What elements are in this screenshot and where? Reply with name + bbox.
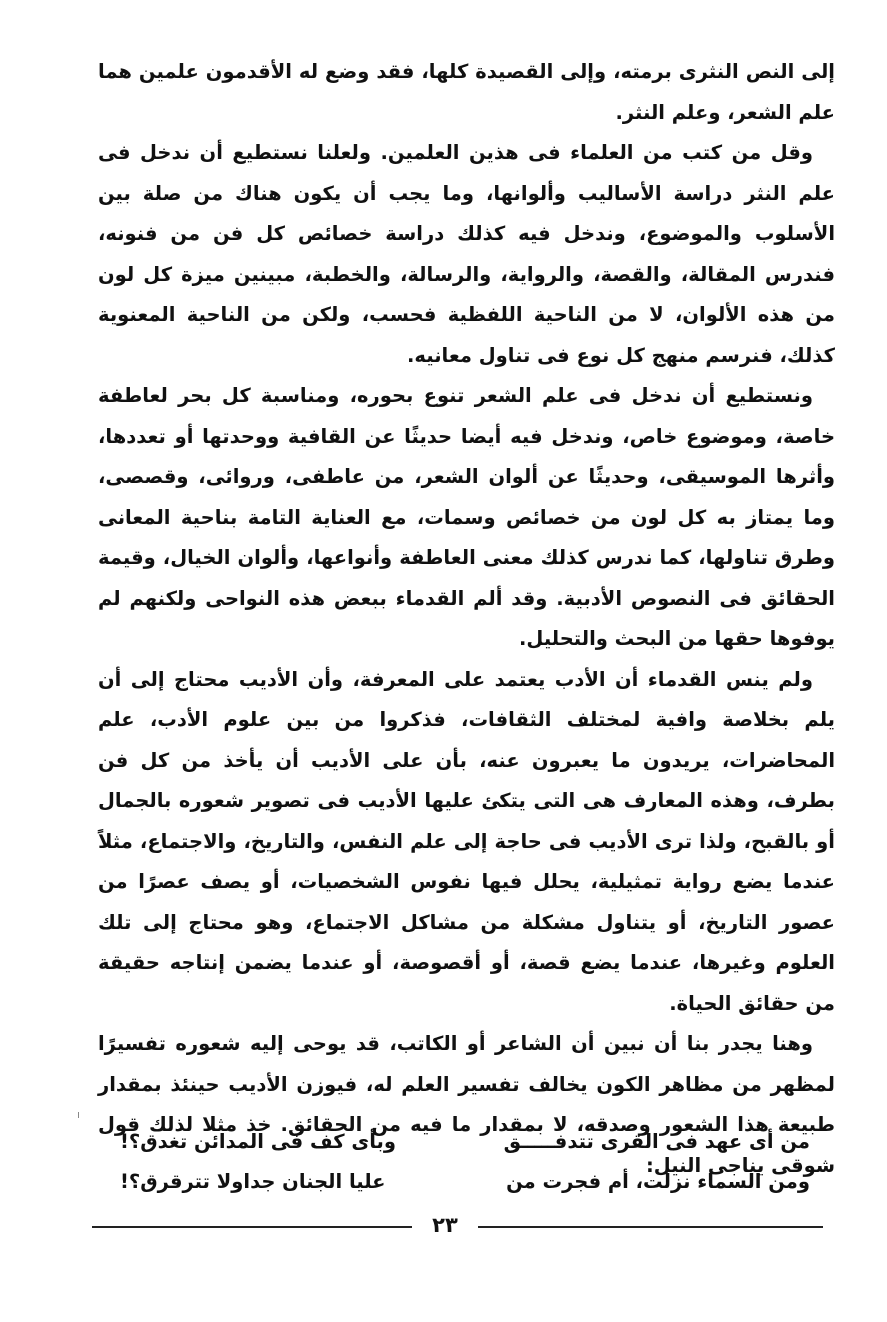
verse-second-hemistich: وبأى كف فى المدائن تغدق؟! xyxy=(120,1130,396,1153)
paragraph-1: إلى النص النثرى برمته، وإلى القصيدة كلها، فقد وضع له الأقدمون علمين هما علم الشعر، وعلم النثر. xyxy=(98,60,835,124)
poem-verses xyxy=(120,1122,810,1202)
body-text xyxy=(98,52,835,1186)
verse-line xyxy=(120,1122,810,1162)
verse-first-hemistich: ومن السماء نزلت، أم فجرت من xyxy=(506,1170,810,1193)
page-number: ٢٣ xyxy=(432,1213,458,1237)
margin-mark xyxy=(78,1112,79,1118)
paragraph-4: ولم ينس القدماء أن الأدب يعتمد على المعرفة، وأن الأديب محتاج إلى أن يلم بخلاصة وافية لمختلف الثقافات، فذكروا من بين علوم الأدب، علم المحاضرات، يريدون ما يعبرون عنه، بأن على الأديب أن يأخذ من كل فن بطرف، وهذه المعارف هى التى يتكئ عليها الأديب فى تصوير شعوره بالجمال أو بالقبح، ولذا ترى الأديب فى حاجة إلى علم النفس، والتاريخ، والاجتماع، مثلاً عندما يضع رواية تمثيلية، يحلل فيها نفوس الشخصيات، أو يصف عصرًا من عصور التاريخ، أو يتناول مشكلة من مشاكل الاجتماع، وهو محتاج إلى تلك العلوم وغيرها، عندما يضع قصة، أو أقصوصة، أو عندما يضمن إنتاجه حقيقة من حقائق الحياة. xyxy=(98,667,835,1015)
verse-second-hemistich: عليا الجنان جداولا تترقرق؟! xyxy=(120,1170,386,1193)
paragraph-3: ونستطيع أن ندخل فى علم الشعر تنوع بحوره، ومناسبة كل بحر لعاطفة خاصة، وموضوع خاص، وندخل فيه أيضا حديثًا عن القافية ووحدتها أو تعددها، وأثرها الموسيقى، وحديثًا عن ألوان الشعر، من عاطفى، وروائى، وقصصى، وما يمتاز به كل لون من خصائص وسمات، مع العناية التامة بناحية المعانى وطرق تناولها، كما ندرس كذلك معنى العاطفة وأنواعها، وألوان الخيال، وقيمة الحقائق فى النصوص الأدبية. وقد ألم القدماء ببعض هذه النواحى ولكنهم لم يوفوها حقها من البحث والتحليل. xyxy=(98,384,835,650)
verse-line xyxy=(120,1162,810,1202)
verse-first-hemistich: من أى عهد فى القرى تتدفـــــق xyxy=(503,1130,810,1153)
paragraph-5: وهنا يجدر بنا أن نبين أن الشاعر أو الكاتب، قد يوحى إليه شعوره تفسيرًا لمظهر من مظاهر الكون يخالف تفسير العلم له، فيوزن الأديب حينئذ بمقدار طبيعة هذا الشعور وصدقه، لا بمقدار ما فيه من الحقائق. خذ مثلا لذلك قول شوقى يناجى النيل: xyxy=(98,1032,835,1177)
paragraph-2: وقل من كتب من العلماء فى هذين العلمين. ولعلنا نستطيع أن ندخل فى علم النثر دراسة الأساليب وألوانها، وما يجب أن يكون هناك من صلة بين الأسلوب والموضوع، وندخل فيه كذلك دراسة خصائص كل فن من فنونه، فندرس المقالة، والقصة، والرواية، والرسالة، والخطبة، مبينين ميزة كل لون من هذه الألوان، لا من الناحية اللفظية فحسب، ولكن من الناحية المعنوية كذلك، فنرسم منهج كل نوع فى تناول معانيه. xyxy=(98,141,835,367)
footer-rule-left xyxy=(92,1226,412,1228)
footer-rule-right xyxy=(478,1226,823,1228)
